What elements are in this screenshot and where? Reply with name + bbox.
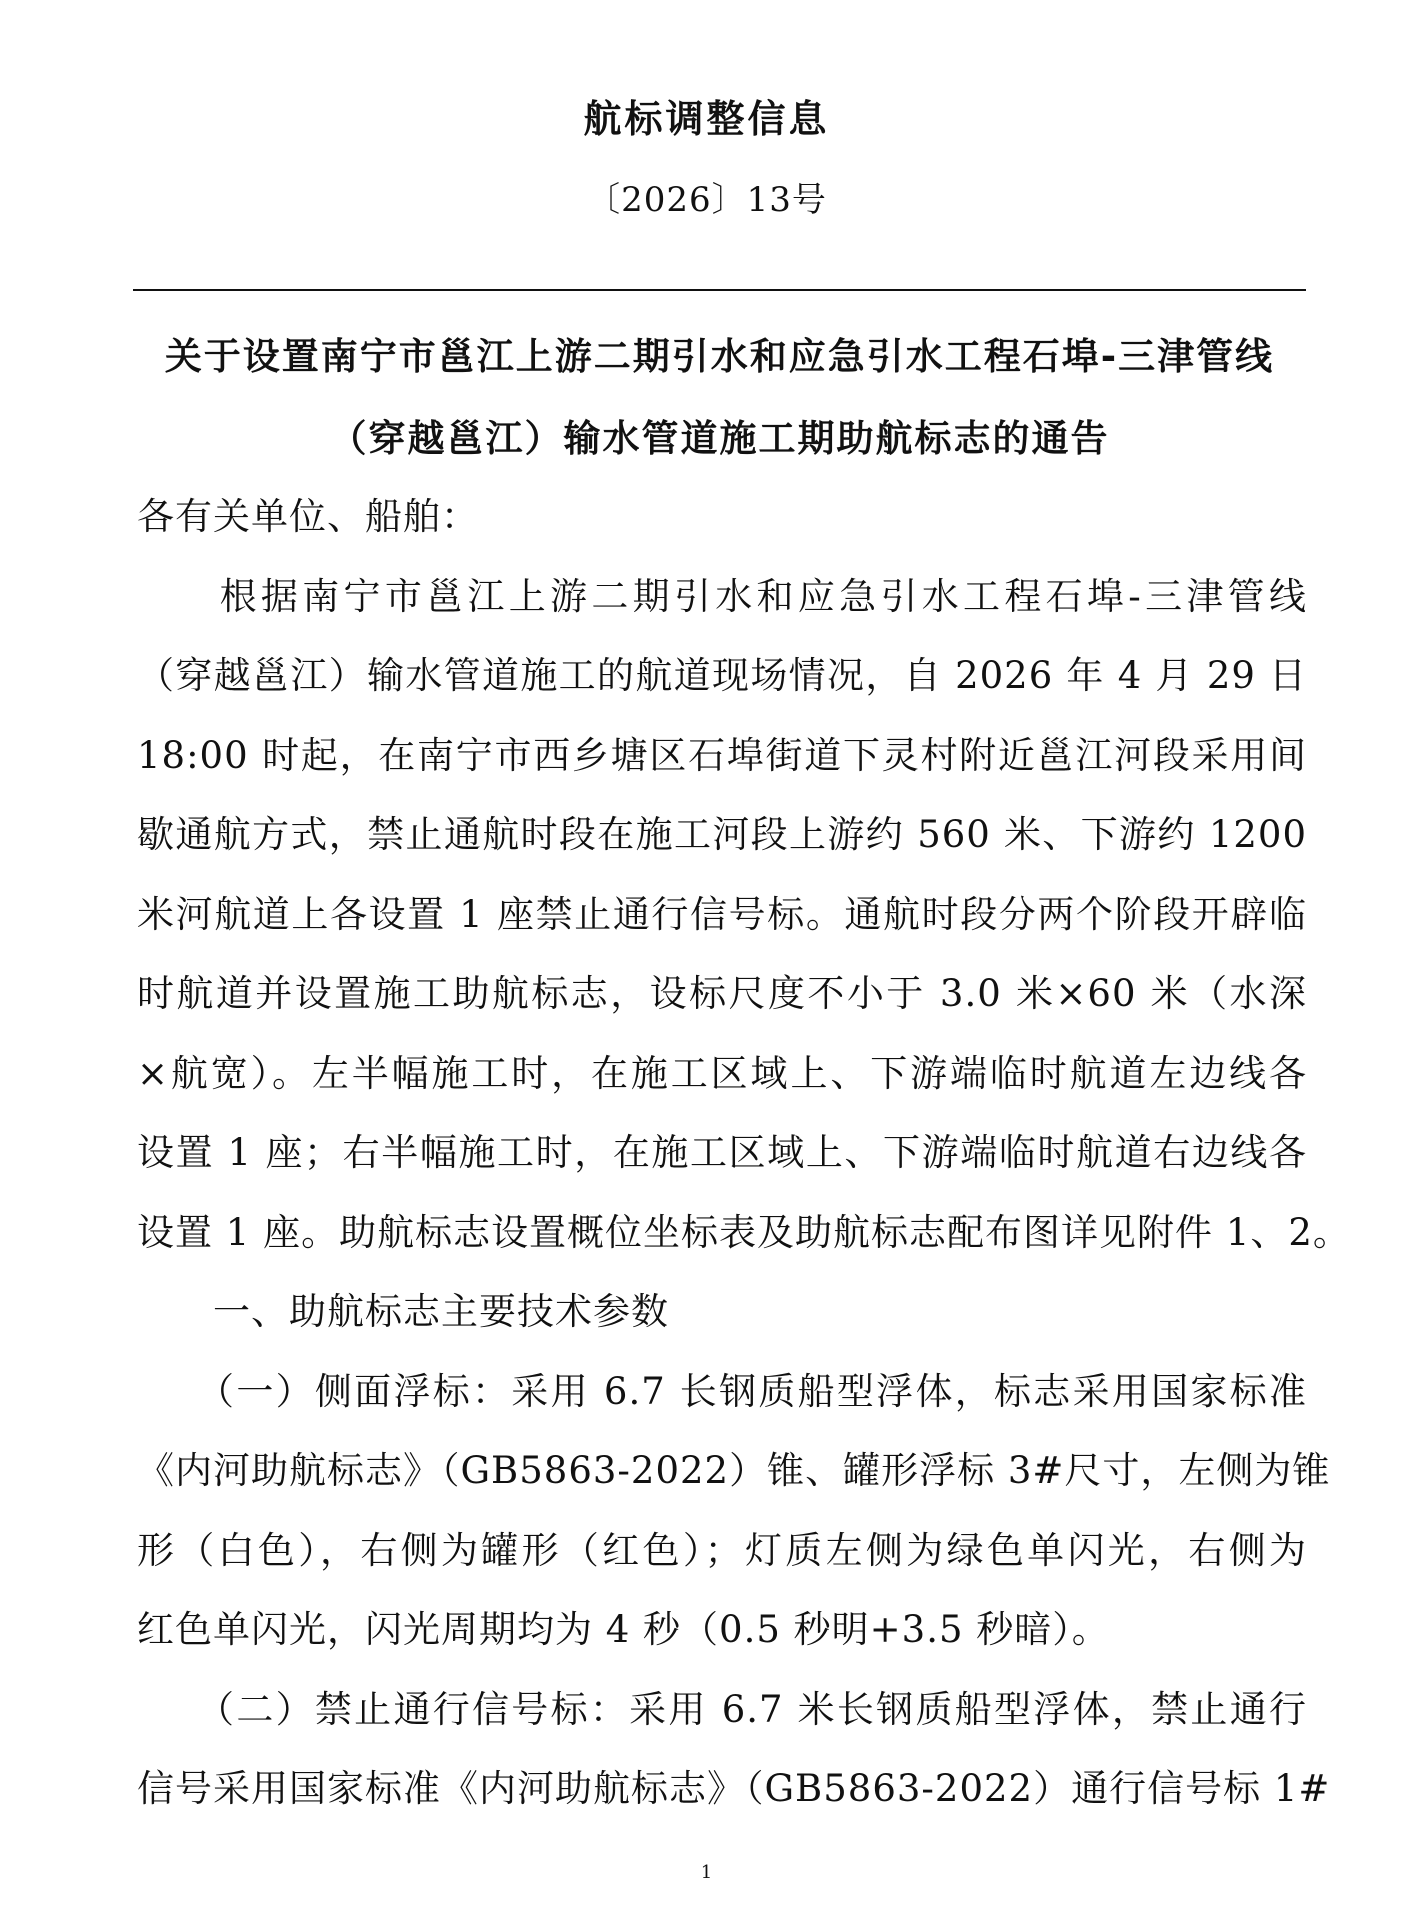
body-line: 设置 1 座；右半幅施工时，在施工区域上、下游端临时航道右边线各 — [137, 1131, 1307, 1174]
body-line: 信号采用国家标准《内河助航标志》（GB5863-2022）通行信号标 1# — [137, 1767, 1331, 1810]
notice-title-line-2: （穿越邕江）输水管道施工期助航标志的通告 — [329, 417, 1110, 460]
body-line: （二）禁止通行信号标：采用 6.7 米长钢质船型浮体，禁止通行 — [137, 1688, 1307, 1731]
body-line: 米河航道上各设置 1 座禁止通行信号标。通航时段分两个阶段开辟临 — [137, 893, 1307, 936]
body-line: 设置 1 座。助航标志设置概位坐标表及助航标志配布图详见附件 1、2。 — [137, 1211, 1351, 1254]
body-line: 歇通航方式，禁止通航时段在施工河段上游约 560 米、下游约 1200 — [137, 813, 1307, 856]
body-line: 18:00 时起，在南宁市西乡塘区石埠街道下灵村附近邕江河段采用间 — [137, 734, 1307, 777]
body-line: 红色单闪光，闪光周期均为 4 秒（0.5 秒明+3.5 秒暗）。 — [137, 1608, 1110, 1651]
notice-title-line-1: 关于设置南宁市邕江上游二期引水和应急引水工程石埠-三津管线 — [164, 335, 1275, 378]
header-divider — [133, 289, 1306, 291]
issue-number: 〔2026〕13号 — [586, 180, 827, 220]
body-line: 形（白色），右侧为罐形（红色）；灯质左侧为绿色单闪光，右侧为 — [137, 1529, 1307, 1572]
section-heading: 一、助航标志主要技术参数 — [137, 1290, 669, 1333]
page-number: 1 — [700, 1862, 713, 1883]
body-line: 时航道并设置施工助航标志，设标尺度不小于 3.0 米×60 米（水深 — [137, 972, 1307, 1015]
body-line: 根据南宁市邕江上游二期引水和应急引水工程石埠-三津管线 — [137, 575, 1307, 618]
body-line: （一）侧面浮标：采用 6.7 长钢质船型浮体，标志采用国家标准 — [137, 1370, 1307, 1413]
body-line: ×航宽）。左半幅施工时，在施工区域上、下游端临时航道左边线各 — [137, 1052, 1307, 1095]
body-line: （穿越邕江）输水管道施工的航道现场情况，自 2026 年 4 月 29 日 — [137, 654, 1307, 697]
salutation: 各有关单位、船舶： — [137, 495, 479, 538]
document-header-title: 航标调整信息 — [583, 97, 830, 141]
body-line: 《内河助航标志》（GB5863-2022）锥、罐形浮标 3#尺寸，左侧为锥 — [137, 1449, 1331, 1492]
